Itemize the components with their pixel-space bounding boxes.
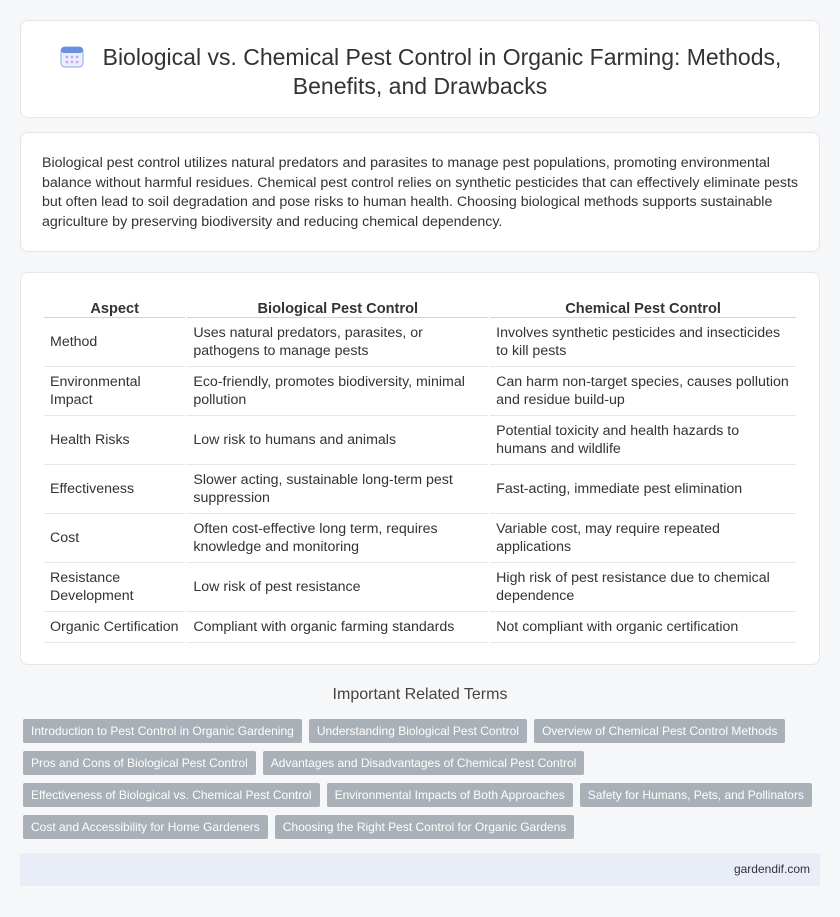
table-cell: Organic Certification (44, 612, 185, 643)
table-cell: Variable cost, may require repeated applications (490, 514, 796, 563)
page-title-wrap (21, 43, 819, 101)
related-tag[interactable]: Choosing the Right Pest Control for Organic Gardens (275, 815, 574, 839)
related-tags (23, 719, 823, 847)
table-cell: Fast-acting, immediate pest elimination (490, 465, 796, 514)
calendar-icon (59, 43, 85, 69)
related-terms-heading: Important Related Terms (332, 686, 508, 703)
table-header-row (44, 298, 796, 318)
table-cell: Not compliant with organic certification (490, 612, 796, 643)
table-cell: Compliant with organic farming standards (187, 612, 488, 643)
tag-row (23, 719, 823, 743)
intro-card (20, 132, 820, 252)
table-row (44, 612, 796, 643)
header-aspect: Aspect (44, 298, 185, 318)
tag-row (23, 815, 823, 839)
table-row (44, 318, 796, 367)
table-row (44, 563, 796, 612)
related-tag[interactable]: Pros and Cons of Biological Pest Control (23, 751, 256, 775)
page-title: Biological vs. Chemical Pest Control in Organic Farming: Methods, Benefits, and Drawbacks (102, 44, 782, 99)
table-row (44, 367, 796, 416)
footer-site-link[interactable]: gardendif.com (733, 862, 810, 876)
title-card (20, 20, 820, 118)
table-cell: Uses natural predators, parasites, or pathogens to manage pests (187, 318, 488, 367)
tag-row (23, 783, 823, 807)
header-chemical: Chemical Pest Control (490, 298, 796, 318)
related-tag[interactable]: Effectiveness of Biological vs. Chemical Pest Control (23, 783, 320, 807)
related-tag[interactable]: Environmental Impacts of Both Approaches (327, 783, 573, 807)
header-biological: Biological Pest Control (187, 298, 488, 318)
table-cell: Low risk to humans and animals (187, 416, 488, 465)
table-row (44, 514, 796, 563)
related-tag[interactable]: Understanding Biological Pest Control (309, 719, 527, 743)
related-tag[interactable]: Introduction to Pest Control in Organic Gardening (23, 719, 302, 743)
table-cell: Resistance Development (44, 563, 185, 612)
table-cell: Low risk of pest resistance (187, 563, 488, 612)
table-cell: Environmental Impact (44, 367, 185, 416)
footer (20, 853, 820, 886)
comparison-card (20, 272, 820, 665)
table-row (44, 416, 796, 465)
intro-paragraph: Biological pest control utilizes natural predators and parasites to manage pest populations, promoting environmental balance without harmful residues. Chemical pest control relies on synthetic pesticides that can effectively eliminate pests but often lead to soil degradation and pose risks to human health. Choosing biological methods supports sustainable agriculture by preserving biodiversity and reducing chemical dependency. (42, 155, 798, 230)
tag-row (23, 751, 823, 775)
related-tag[interactable]: Overview of Chemical Pest Control Methods (534, 719, 785, 743)
table-cell: Can harm non-target species, causes pollution and residue build-up (490, 367, 796, 416)
related-tag[interactable]: Cost and Accessibility for Home Gardeners (23, 815, 268, 839)
related-tag[interactable]: Safety for Humans, Pets, and Pollinators (580, 783, 812, 807)
table-cell: High risk of pest resistance due to chemical dependence (490, 563, 796, 612)
table-cell: Eco-friendly, promotes biodiversity, minimal pollution (187, 367, 488, 416)
table-cell: Effectiveness (44, 465, 185, 514)
table-row (44, 465, 796, 514)
table-cell: Health Risks (44, 416, 185, 465)
table-cell: Method (44, 318, 185, 367)
table-cell: Often cost-effective long term, requires knowledge and monitoring (187, 514, 488, 563)
related-tag[interactable]: Advantages and Disadvantages of Chemical Pest Control (263, 751, 585, 775)
table-cell: Slower acting, sustainable long-term pest suppression (187, 465, 488, 514)
table-cell: Potential toxicity and health hazards to humans and wildlife (490, 416, 796, 465)
comparison-table (42, 298, 798, 643)
table-cell: Involves synthetic pesticides and insecticides to kill pests (490, 318, 796, 367)
table-cell: Cost (44, 514, 185, 563)
